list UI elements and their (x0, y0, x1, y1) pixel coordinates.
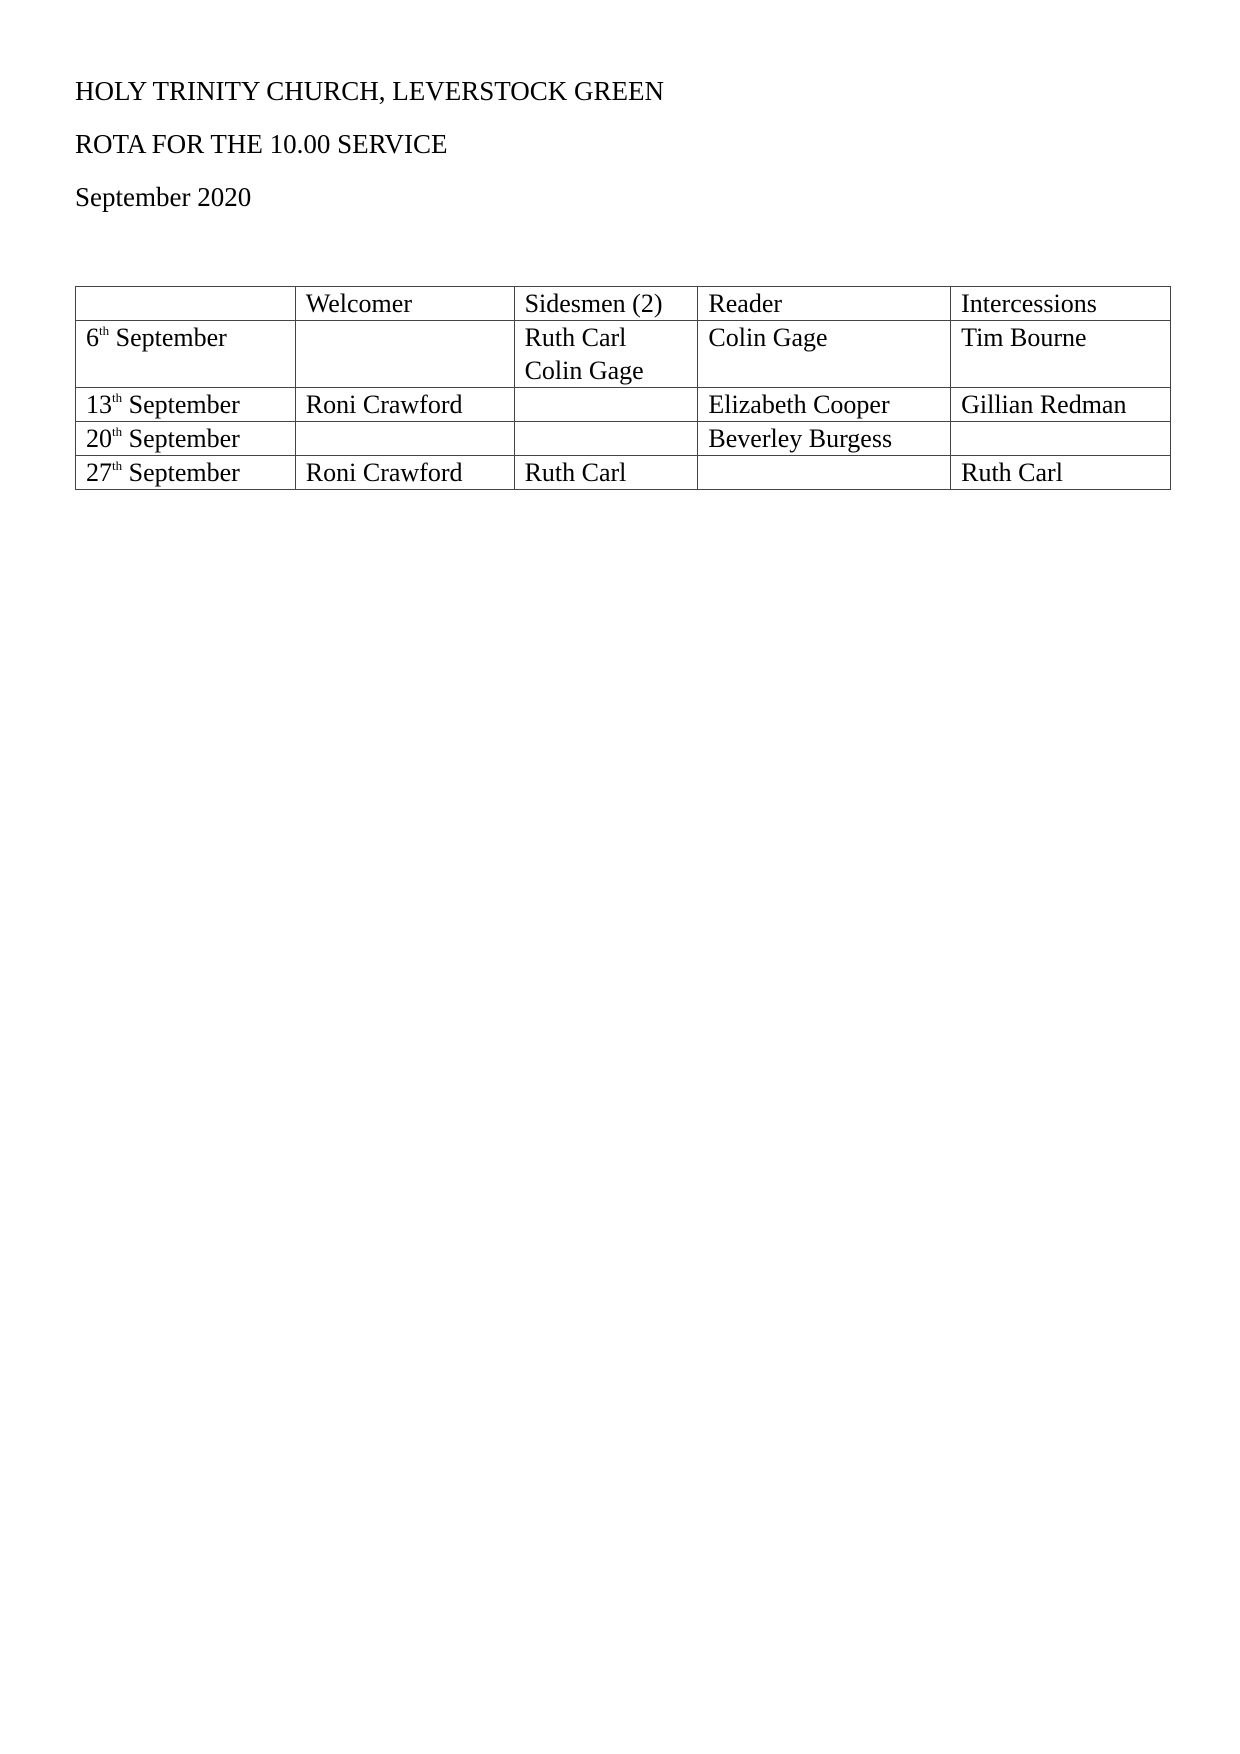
date-cell (76, 388, 296, 422)
reader-cell (698, 456, 951, 490)
sidesmen-cell (514, 422, 698, 456)
intercessions-cell: Gillian Redman (951, 388, 1171, 422)
rota-table (75, 286, 1171, 490)
header-cell (76, 287, 296, 321)
intercessions-cell (951, 422, 1171, 456)
date-cell (76, 321, 296, 388)
table-row (76, 456, 1171, 490)
header-sidesmen: Sidesmen (2) (514, 287, 698, 321)
document-month: September 2020 (75, 182, 252, 212)
month: September (115, 323, 227, 352)
sidesman-name: Ruth Carl (524, 323, 627, 352)
day-suffix: th (99, 323, 110, 338)
welcomer-cell (295, 321, 514, 388)
header-intercessions: Intercessions (951, 287, 1171, 321)
header-row (76, 287, 1171, 321)
day: 20 (86, 424, 112, 453)
month: September (128, 458, 240, 487)
day: 6 (86, 323, 99, 352)
welcomer-cell: Roni Crawford (295, 456, 514, 490)
sidesman-name: Colin Gage (524, 356, 644, 385)
date-cell (76, 456, 296, 490)
day: 13 (86, 390, 112, 419)
day-suffix: th (112, 424, 123, 439)
document-title: HOLY TRINITY CHURCH, LEVERSTOCK GREEN (75, 76, 665, 106)
reader-cell: Beverley Burgess (698, 422, 951, 456)
month: September (128, 424, 240, 453)
table-row (76, 422, 1171, 456)
intercessions-cell: Tim Bourne (951, 321, 1171, 388)
reader-cell: Elizabeth Cooper (698, 388, 951, 422)
sidesman-name: Ruth Carl (524, 458, 627, 487)
day: 27 (86, 458, 112, 487)
header-reader: Reader (698, 287, 951, 321)
intercessions-cell: Ruth Carl (951, 456, 1171, 490)
table-row (76, 321, 1171, 388)
header-welcomer: Welcomer (295, 287, 514, 321)
date-cell (76, 422, 296, 456)
table-row (76, 388, 1171, 422)
welcomer-cell: Roni Crawford (295, 388, 514, 422)
document-subtitle: ROTA FOR THE 10.00 SERVICE (75, 129, 448, 159)
month: September (128, 390, 240, 419)
welcomer-cell (295, 422, 514, 456)
sidesmen-cell (514, 388, 698, 422)
day-suffix: th (112, 390, 123, 405)
day-suffix: th (112, 458, 123, 473)
sidesmen-cell (514, 456, 698, 490)
reader-cell: Colin Gage (698, 321, 951, 388)
sidesmen-cell (514, 321, 698, 388)
